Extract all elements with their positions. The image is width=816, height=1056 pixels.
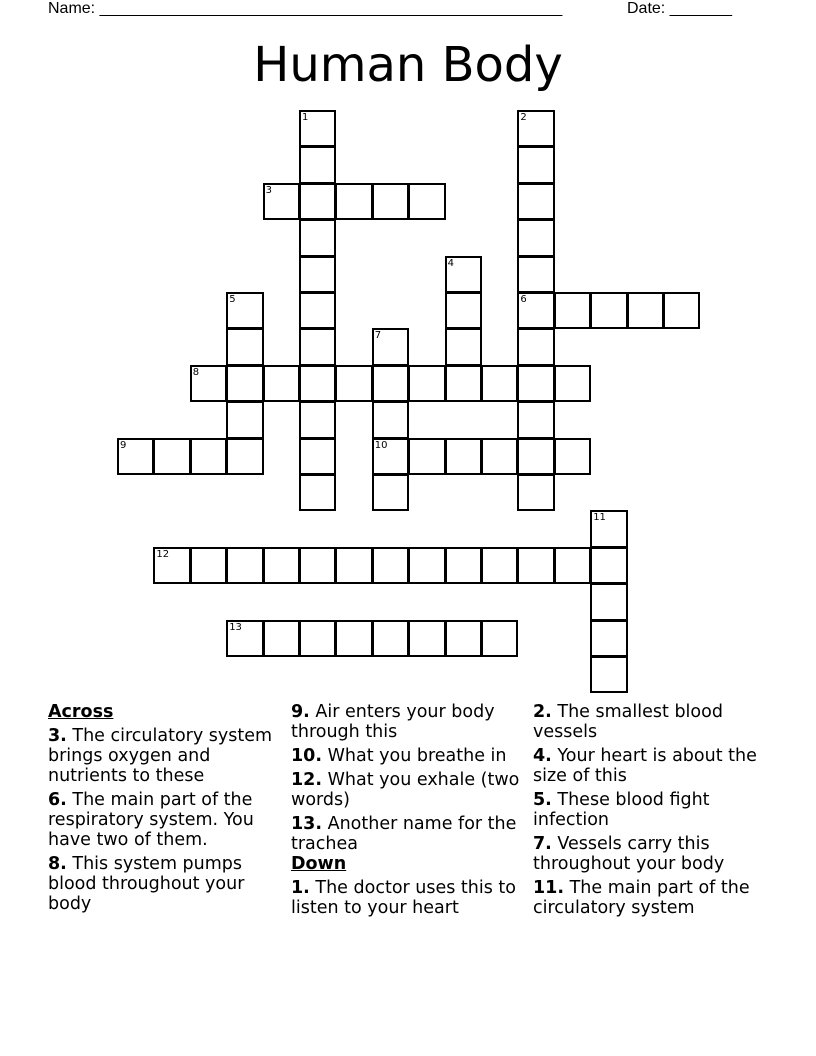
- crossword-cell[interactable]: [590, 292, 627, 329]
- crossword-cell[interactable]: [372, 547, 409, 584]
- crossword-cell[interactable]: [517, 328, 554, 365]
- cell-number: 13: [229, 621, 242, 633]
- crossword-cell[interactable]: [517, 438, 554, 475]
- crossword-cell[interactable]: [372, 438, 409, 475]
- cell-number: 5: [229, 294, 236, 305]
- crossword-cell[interactable]: [590, 620, 627, 657]
- crossword-cell[interactable]: [445, 256, 482, 293]
- crossword-cell[interactable]: [517, 292, 554, 329]
- clue-across-9: [291, 702, 521, 742]
- date-line[interactable]: Date: _______: [627, 0, 732, 17]
- crossword-cell[interactable]: [627, 292, 664, 329]
- clue-text: The circulatory system brings oxygen and nutrients to these: [48, 726, 273, 786]
- clue-number: 13.: [291, 814, 323, 834]
- crossword-cell[interactable]: [408, 547, 445, 584]
- clue-down-1: [291, 878, 521, 918]
- crossword-cell[interactable]: [445, 328, 482, 365]
- clue-number: 10.: [291, 746, 323, 766]
- clue-number: 8.: [48, 854, 67, 874]
- crossword-cell[interactable]: [299, 328, 336, 365]
- clue-text: What you exhale (two words): [291, 770, 520, 810]
- crossword-cell[interactable]: [226, 547, 263, 584]
- crossword-cell[interactable]: [517, 547, 554, 584]
- crossword-cell[interactable]: [408, 183, 445, 220]
- crossword-cell[interactable]: [517, 474, 554, 511]
- clue-number: 4.: [533, 746, 552, 766]
- crossword-cell[interactable]: [299, 256, 336, 293]
- crossword-cell[interactable]: [408, 620, 445, 657]
- crossword-cell[interactable]: [554, 365, 591, 402]
- crossword-cell[interactable]: [299, 183, 336, 220]
- cell-number: 11: [593, 512, 606, 524]
- cell-number: 2: [520, 112, 527, 123]
- clue-text: Vessels carry this throughout your body: [533, 834, 725, 874]
- across-heading: Across: [48, 702, 114, 722]
- clue-number: 3.: [48, 726, 67, 746]
- crossword-cell[interactable]: [299, 474, 336, 511]
- clues-column-2: [291, 702, 521, 922]
- clue-down-5: [533, 790, 763, 830]
- cell-number: 8: [192, 366, 200, 378]
- crossword-cell[interactable]: [445, 365, 482, 402]
- clue-across-13: [291, 814, 521, 854]
- clue-down-7: [533, 834, 763, 874]
- crossword-cell[interactable]: [263, 620, 300, 657]
- crossword-cell[interactable]: [517, 401, 554, 438]
- crossword-cell[interactable]: [335, 547, 372, 584]
- clue-down-4: [533, 746, 763, 786]
- crossword-cell[interactable]: [117, 438, 154, 475]
- crossword-cell[interactable]: [153, 438, 190, 475]
- clue-down-2: [533, 702, 763, 742]
- crossword-cell[interactable]: [226, 365, 263, 402]
- cell-number: 6: [520, 294, 527, 305]
- crossword-cell[interactable]: [590, 510, 627, 547]
- clue-number: 5.: [533, 790, 552, 810]
- crossword-cell[interactable]: [517, 219, 554, 256]
- crossword-cell[interactable]: [445, 547, 482, 584]
- page-title: Human Body: [253, 37, 563, 93]
- cell-number: 9: [120, 439, 127, 451]
- name-line[interactable]: Name: ____________________________________________________: [48, 0, 563, 17]
- cell-number: 1: [302, 112, 309, 123]
- crossword-cell[interactable]: [190, 438, 227, 475]
- crossword-cell[interactable]: [481, 365, 518, 402]
- clue-text: This system pumps blood throughout your body: [48, 854, 245, 914]
- clue-across-8: [48, 854, 278, 914]
- crossword-cell[interactable]: [445, 292, 482, 329]
- crossword-cell[interactable]: [554, 547, 591, 584]
- crossword-cell[interactable]: [517, 365, 554, 402]
- clues-column-3: [533, 702, 763, 922]
- crossword-cell[interactable]: [372, 365, 409, 402]
- clue-text: These blood fight infection: [533, 790, 710, 830]
- crossword-cell[interactable]: [335, 183, 372, 220]
- crossword-cell[interactable]: [299, 401, 336, 438]
- crossword-cell[interactable]: [299, 146, 336, 183]
- crossword-cell[interactable]: [554, 292, 591, 329]
- cell-number: 4: [447, 257, 454, 269]
- clue-number: 1.: [291, 878, 310, 898]
- crossword-cell[interactable]: [299, 365, 336, 402]
- crossword-cell[interactable]: [372, 401, 409, 438]
- crossword-cell[interactable]: [299, 110, 336, 147]
- cell-number: 10: [374, 439, 388, 451]
- crossword-cell[interactable]: [517, 183, 554, 220]
- crossword-cell[interactable]: [517, 146, 554, 183]
- clue-text: The smallest blood vessels: [533, 702, 723, 742]
- crossword-cell[interactable]: [517, 110, 554, 147]
- crossword-cell[interactable]: [263, 365, 300, 402]
- crossword-cell[interactable]: [554, 438, 591, 475]
- clues-column-1: [48, 702, 278, 918]
- clue-text: Air enters your body through this: [291, 702, 495, 742]
- crossword-cell[interactable]: [153, 547, 190, 584]
- crossword-cell[interactable]: [445, 438, 482, 475]
- cell-number: 12: [156, 548, 170, 560]
- crossword-cell[interactable]: [372, 183, 409, 220]
- clue-text: Your heart is about the size of this: [533, 746, 757, 786]
- clue-text: The main part of the respiratory system. You have two of them.: [48, 790, 254, 850]
- clue-text: What you breathe in: [327, 746, 507, 766]
- clue-down-11: [533, 878, 763, 918]
- crossword-cell[interactable]: [590, 547, 627, 584]
- crossword-cell[interactable]: [299, 292, 336, 329]
- crossword-cell[interactable]: [299, 547, 336, 584]
- crossword-cell[interactable]: [299, 620, 336, 657]
- crossword-cell[interactable]: [263, 183, 300, 220]
- crossword-cell[interactable]: [590, 656, 627, 693]
- clue-number: 6.: [48, 790, 67, 810]
- cell-number: 3: [265, 184, 272, 196]
- cell-number: 7: [374, 330, 382, 342]
- down-heading: Down: [291, 854, 347, 874]
- clue-across-6: [48, 790, 278, 850]
- clue-number: 9.: [291, 702, 310, 722]
- clue-across-10: [291, 746, 521, 766]
- crossword-cell[interactable]: [590, 583, 627, 620]
- clue-number: 11.: [533, 878, 565, 898]
- crossword-cell[interactable]: [226, 620, 263, 657]
- crossword-cell[interactable]: [663, 292, 700, 329]
- crossword-cell[interactable]: [481, 620, 518, 657]
- clue-number: 12.: [291, 770, 323, 790]
- crossword-cell[interactable]: [445, 620, 482, 657]
- clue-number: 7.: [533, 834, 552, 854]
- clue-number: 2.: [533, 702, 552, 722]
- clue-text: Another name for the trachea: [291, 814, 517, 854]
- crossword-cell[interactable]: [481, 547, 518, 584]
- crossword-cell[interactable]: [408, 438, 445, 475]
- crossword-cell[interactable]: [335, 620, 372, 657]
- clue-across-3: [48, 726, 278, 786]
- crossword-cell[interactable]: [263, 547, 300, 584]
- crossword-cell[interactable]: [372, 620, 409, 657]
- crossword-cell[interactable]: [372, 474, 409, 511]
- crossword-cell[interactable]: [517, 256, 554, 293]
- crossword-cell[interactable]: [335, 365, 372, 402]
- crossword-cell[interactable]: [190, 365, 227, 402]
- crossword-cell[interactable]: [226, 328, 263, 365]
- crossword-cell[interactable]: [190, 547, 227, 584]
- clue-across-12: [291, 770, 521, 810]
- crossword-cell[interactable]: [299, 438, 336, 475]
- clue-text: The main part of the circulatory system: [533, 878, 750, 918]
- crossword-cell[interactable]: [481, 438, 518, 475]
- crossword-cell[interactable]: [226, 438, 263, 475]
- crossword-cell[interactable]: [372, 328, 409, 365]
- crossword-cell[interactable]: [226, 292, 263, 329]
- crossword-cell[interactable]: [299, 219, 336, 256]
- crossword-cell[interactable]: [226, 401, 263, 438]
- crossword-cell[interactable]: [408, 365, 445, 402]
- clue-text: The doctor uses this to listen to your heart: [291, 878, 516, 918]
